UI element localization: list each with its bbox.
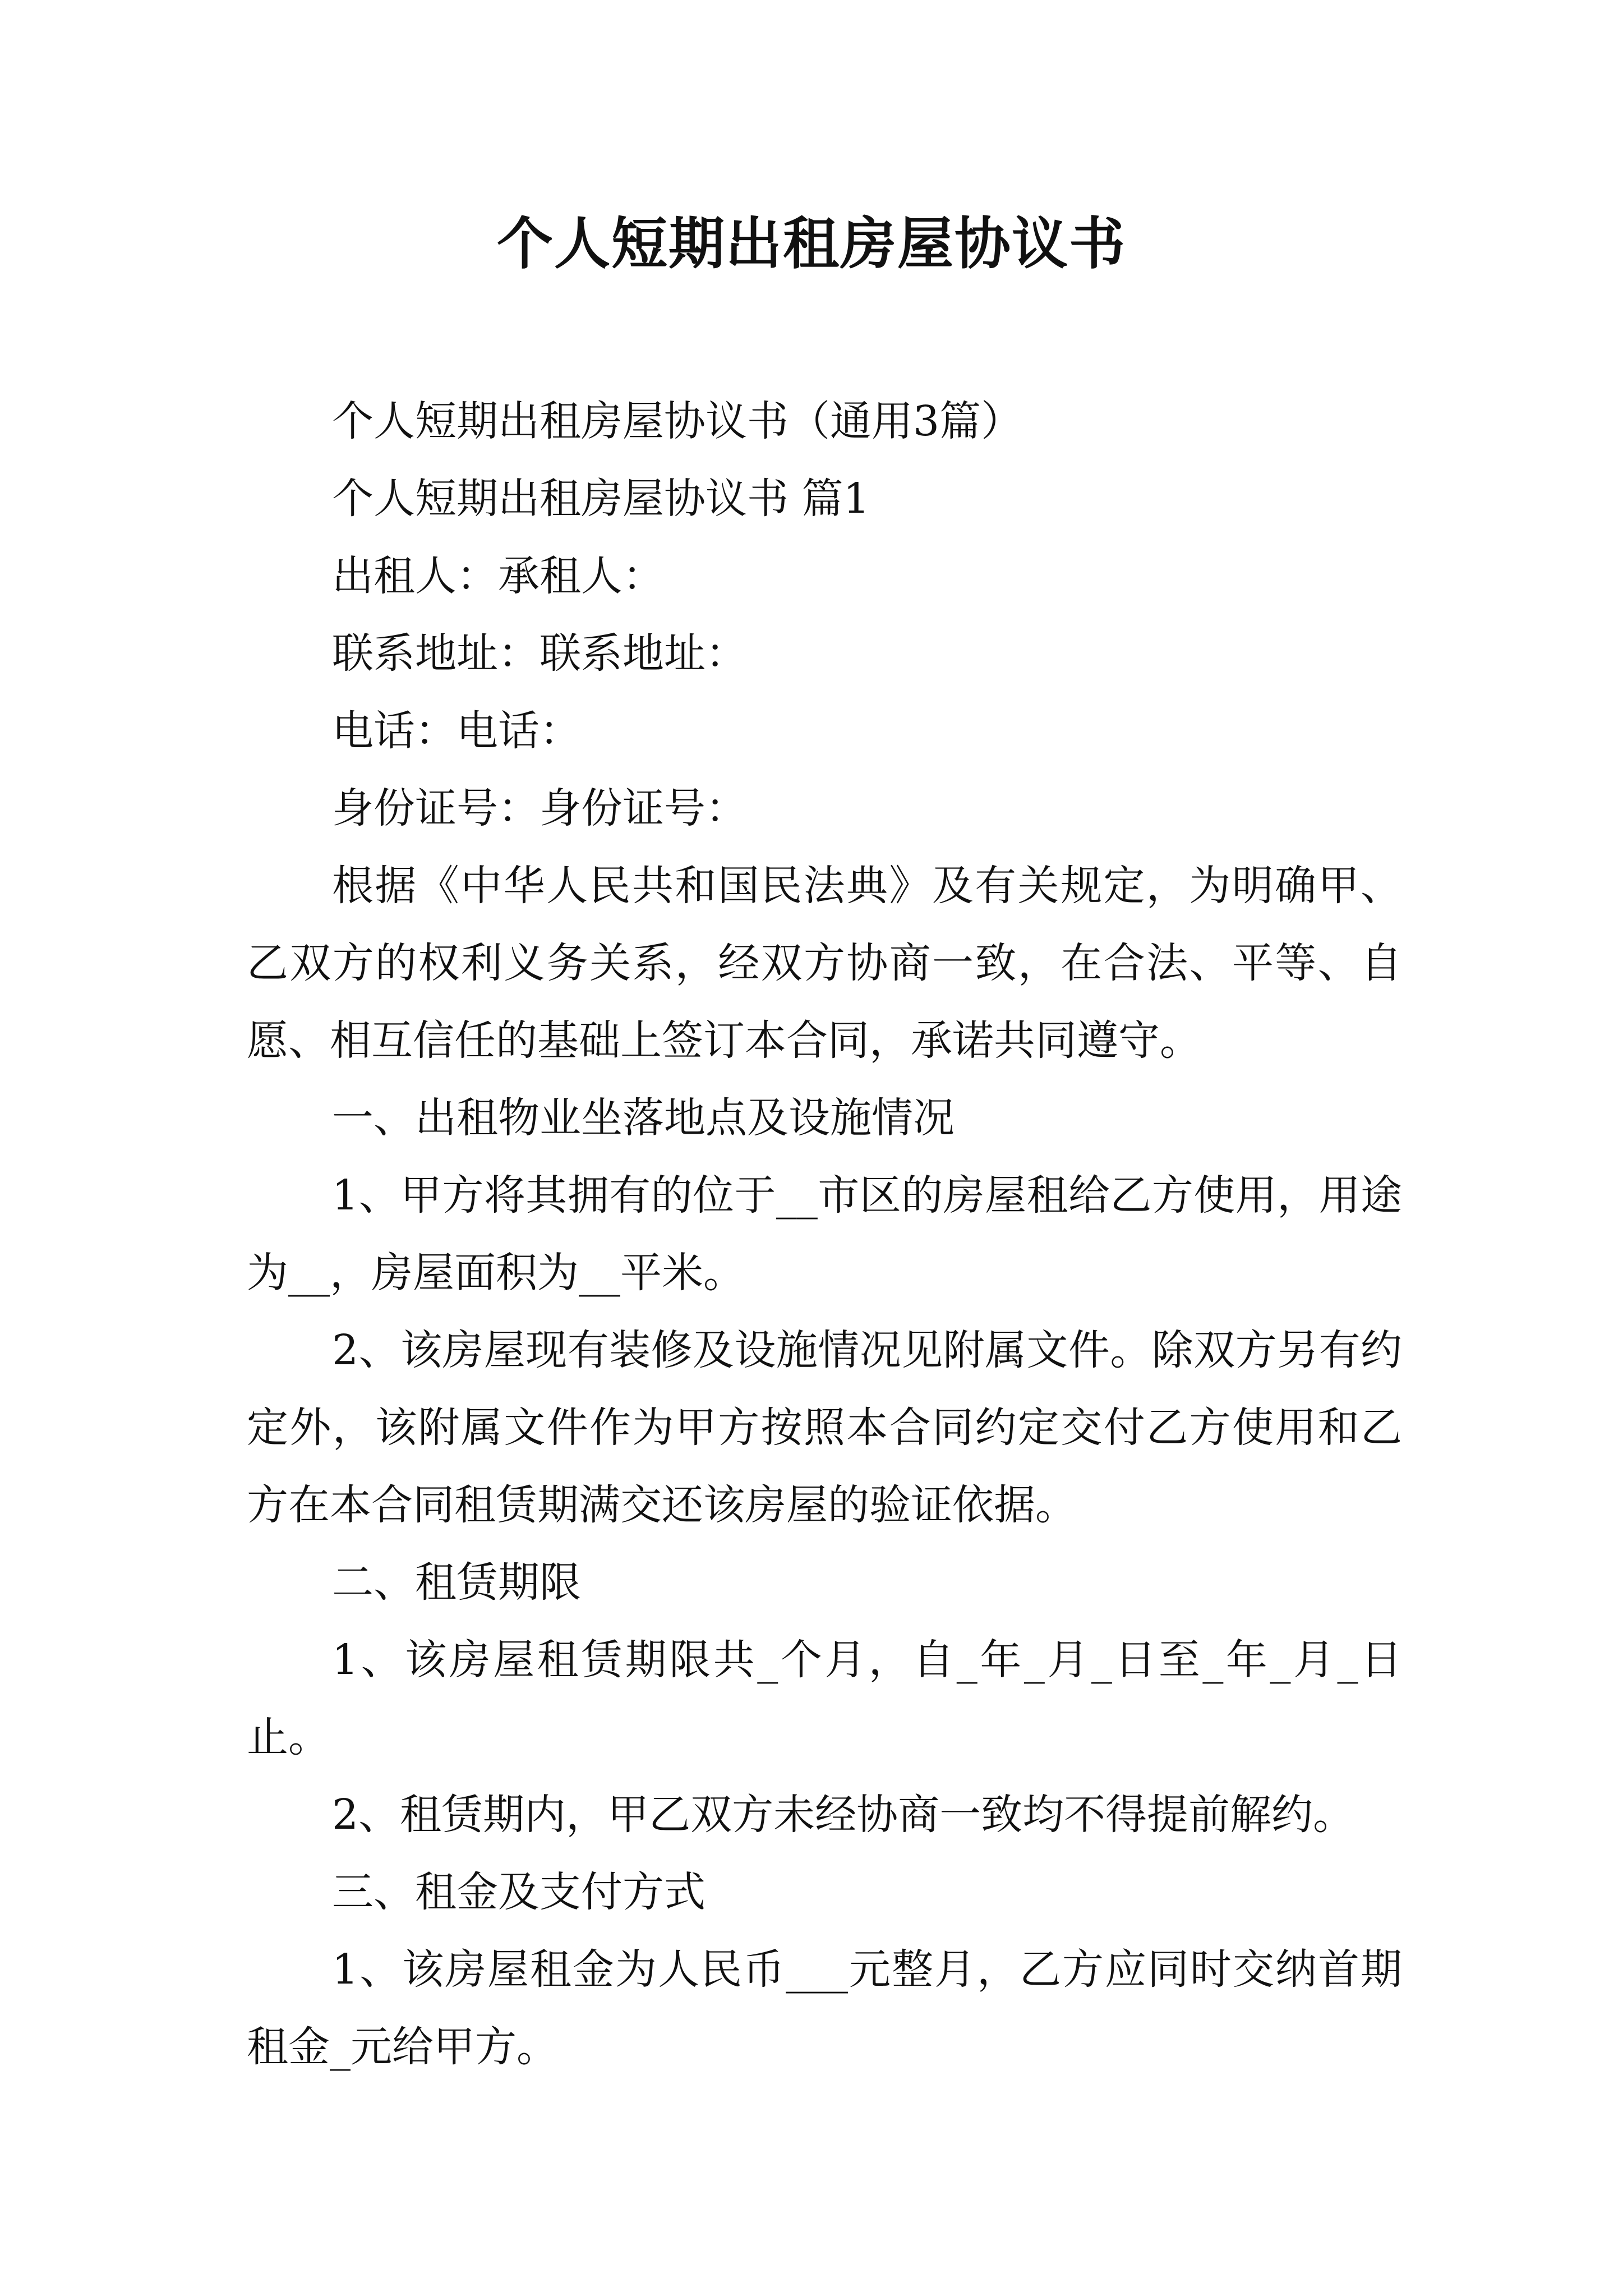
paragraph-clause-2-1: 1、该房屋租赁期限共_个月，自_年_月_日至_年_月_日止。 xyxy=(247,1636,1402,1761)
paragraph-clause-2-2: 2、租赁期内，甲乙双方未经协商一致均不得提前解约。 xyxy=(332,1791,1355,1839)
paragraph-parties: 出租人：承租人： xyxy=(332,552,664,600)
paragraph-subtitle: 个人短期出租房屋协议书（通用3篇） xyxy=(332,397,1023,445)
paragraph-clause-heading-1: 一、出租物业坐落地点及设施情况 xyxy=(332,1094,955,1142)
document-title: 个人短期出租房屋协议书 xyxy=(497,211,1126,277)
document-body xyxy=(247,383,1402,2086)
paragraph-clause-1-1: 1、甲方将其拥有的位于__市区的房屋租给乙方使用，用途为__，房屋面积为__平米。 xyxy=(247,1171,1402,1297)
paragraph-clause-heading-2: 二、租赁期限 xyxy=(332,1558,581,1607)
paragraph-section-heading: 个人短期出租房屋协议书 篇1 xyxy=(332,475,870,523)
paragraph-clause-heading-3: 三、租金及支付方式 xyxy=(332,1868,706,1916)
paragraph-id-number: 身份证号：身份证号： xyxy=(332,784,747,832)
paragraph-address: 联系地址：联系地址： xyxy=(332,629,747,678)
paragraph-clause-1-2: 2、该房屋现有装修及设施情况见附属文件。除双方另有约定外，该附属文件作为甲方按照本合同约定交付乙方使用和乙方在本合同租赁期满交还该房屋的验证依据。 xyxy=(247,1326,1402,1529)
paragraph-phone: 电话：电话： xyxy=(332,707,581,755)
paragraph-preamble: 根据《中华人民共和国民法典》及有关规定，为明确甲、乙双方的权利义务关系，经双方协商一致，在合法、平等、自愿、相互信任的基础上签订本合同，承诺共同遵守。 xyxy=(247,862,1402,1065)
paragraph-clause-3-1: 1、该房屋租金为人民币___元整月，乙方应同时交纳首期租金_元给甲方。 xyxy=(247,1945,1402,2071)
